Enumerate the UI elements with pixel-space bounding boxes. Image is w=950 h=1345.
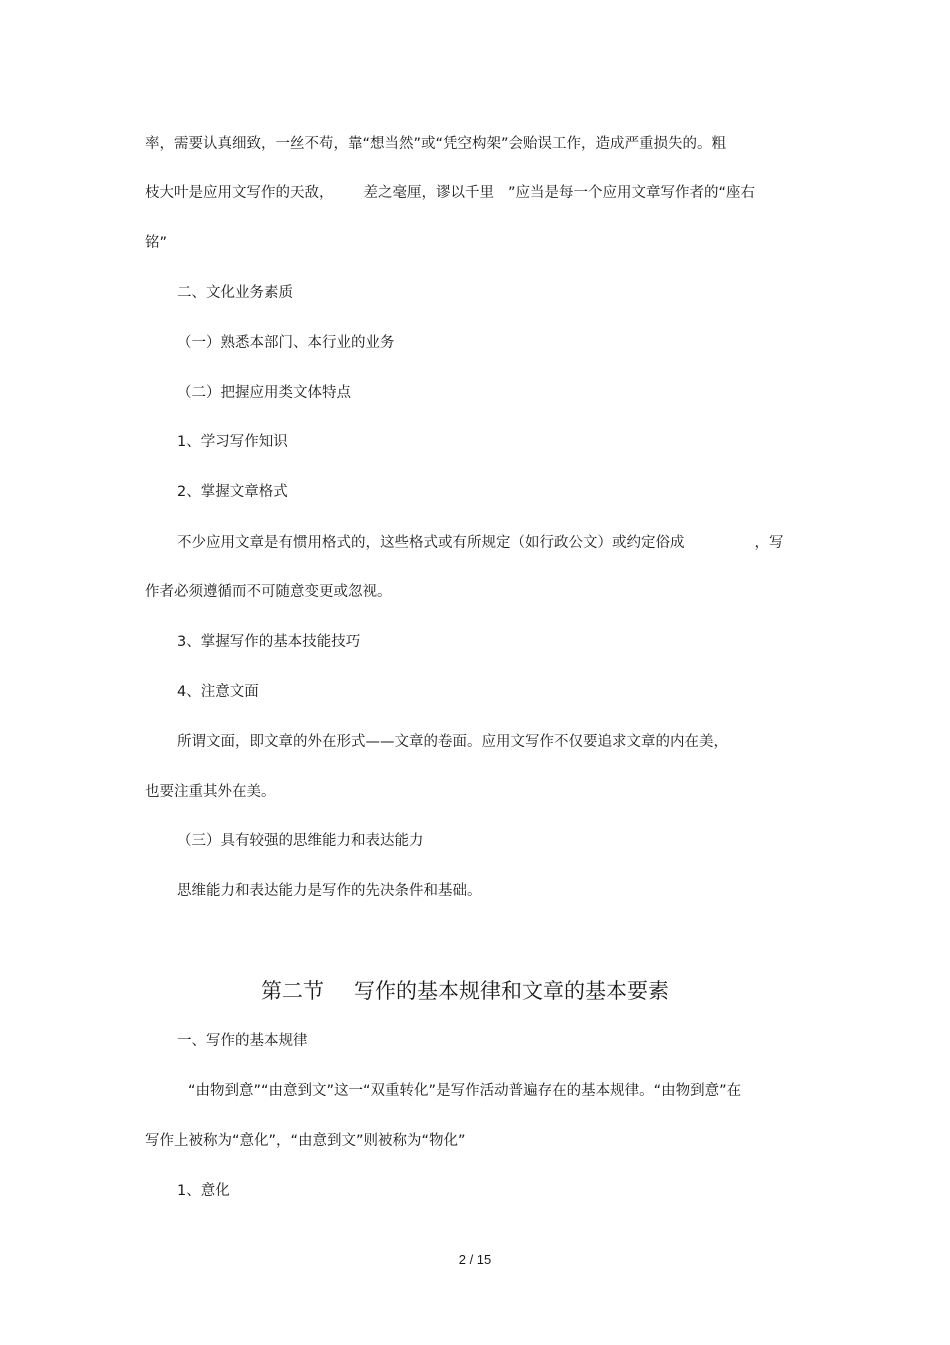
body-line: 思维能力和表达能力是写作的先决条件和基础。: [177, 883, 482, 899]
subheading: （三）具有较强的思维能力和表达能力: [177, 833, 424, 849]
page-number: 2 / 15: [458, 1252, 492, 1267]
text-run: ”应当是每一个应用文章写作者的“座右: [508, 185, 756, 201]
body-line: [177, 533, 784, 553]
subheading: （二）把握应用类文体特点: [177, 385, 351, 401]
body-line: 铭”: [145, 235, 168, 251]
text-run: ，写: [754, 535, 784, 551]
section-title: 写作的基本规律和文章的基本要素: [354, 979, 669, 1003]
body-line: “由物到意”“由意到文”这一“双重转化”是写作活动普遍存在的基本规律。“由物到意”在: [188, 1083, 742, 1099]
subheading: （一）熟悉本部门、本行业的业务: [177, 335, 395, 351]
text-run: 枝大叶是应用文写作的天敌，: [145, 185, 334, 201]
section-heading: [261, 977, 669, 1005]
text-run: 差之毫厘，谬以千里: [363, 185, 494, 201]
body-line: 率，需要认真细致，一丝不苟，靠“想当然”或“凭空构架”会贻误工作，造成严重损失的。粗: [145, 136, 727, 152]
list-item: 4、注意文面: [177, 684, 259, 700]
subheading: 一、写作的基本规律: [177, 1033, 308, 1049]
body-line: 所谓文面，即文章的外在形式——文章的卷面。应用文写作不仅要追求文章的内在美，: [177, 734, 728, 750]
body-line: 也要注重其外在美。: [145, 784, 276, 800]
body-line: 写作上被称为“意化”，“由意到文”则被称为“物化”: [145, 1133, 466, 1149]
list-item: 2、掌握文章格式: [177, 484, 288, 500]
list-item: 1、学习写作知识: [177, 434, 288, 450]
body-line: [145, 183, 755, 203]
list-item: 3、掌握写作的基本技能技巧: [177, 634, 361, 650]
section-number: 第二节: [261, 979, 324, 1003]
subheading: 二、文化业务素质: [177, 285, 293, 301]
body-line: 作者必须遵循而不可随意变更或忽视。: [145, 584, 392, 600]
text-run: 不少应用文章是有惯用格式的，这些格式或有所规定（如行政公文）或约定俗成: [177, 535, 685, 551]
list-item: 1、意化: [177, 1183, 230, 1199]
